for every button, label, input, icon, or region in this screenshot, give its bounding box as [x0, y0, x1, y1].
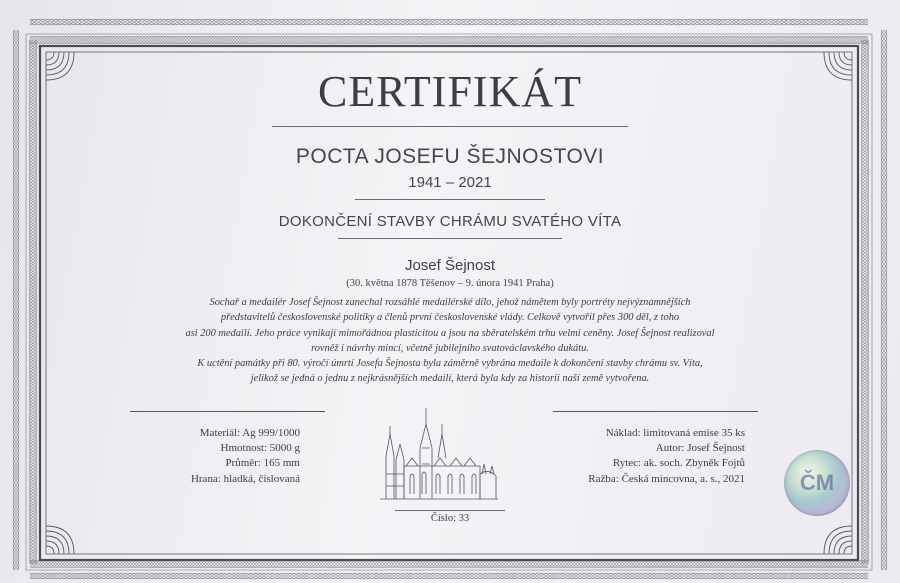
theme-underline — [338, 238, 562, 239]
spec-material: Materiál: Ag 999/1000 — [199, 427, 300, 439]
paragraph-line: představitelů československé politiky a členů první československé vlády. Celkově vytvořil přes 300 děl, z toho — [220, 312, 680, 324]
spec-author: Autor: Josef Šejnost — [655, 442, 745, 455]
title-underline — [272, 126, 628, 127]
certificate-number: Číslo: 33 — [430, 513, 470, 524]
certificate-subtitle: POCTA JOSEFU ŠEJNOSTOVI — [295, 145, 605, 168]
paragraph-line: K uctění památky při 80. výročí úmrtí Josefa Šejnosta byla záměrně vybrána medaile k dokončení stavby chrámu sv. Víta, — [197, 358, 703, 370]
mint-logo-icon: ČM — [799, 470, 835, 495]
specs-right — [555, 426, 745, 487]
certificate-theme: DOKONČENÍ STAVBY CHRÁMU SVATÉHO VÍTA — [278, 213, 622, 230]
spec-weight: Hmotnost: 5000 g — [220, 442, 300, 455]
paragraph-line: jelikož se jedná o jednu z nejkrásnějších medailí, která byla kdy za historii naší země vytvořena. — [250, 373, 650, 385]
spec-engraver: Rytec: ak. soch. Zbyněk Fojtů — [612, 457, 745, 470]
spec-edge: Hrana: hladká, číslovaná — [190, 472, 300, 485]
spec-diameter: Průměr: 165 mm — [225, 457, 300, 470]
certificate-years: 1941 – 2021 — [408, 174, 492, 191]
paragraph-line: rovněž i návrhy mincí, včetně jubilejního svatováclavského dukátu. — [311, 342, 589, 354]
spec-mint: Ražba: Česká mincovna, a. s., 2021 — [588, 472, 745, 485]
biography-paragraph — [110, 295, 790, 387]
signature-line-right — [553, 411, 758, 412]
person-dates: (30. května 1878 Těšenov – 9. února 1941 Praha) — [346, 278, 554, 289]
number-line — [395, 510, 505, 511]
cathedral-illustration — [376, 404, 502, 506]
person-name: Josef Šejnost — [404, 257, 496, 274]
specs-left — [110, 426, 300, 487]
spec-mintage: Náklad: limitovaná emise 35 ks — [605, 427, 745, 439]
years-underline — [355, 199, 545, 200]
certificate-title: CERTIFIKÁT — [317, 67, 582, 116]
paragraph-line: asi 200 medailí. Jeho práce vynikají mimořádnou plasticitou a jsou na sběratelském trhu velmi ceněny. Josef Šejnost realizoval — [185, 327, 715, 339]
signature-line-left — [130, 411, 325, 412]
hologram-seal — [784, 450, 850, 516]
paragraph-line: Sochař a medailér Josef Šejnost zanechal rozsáhlé medailérské dílo, jehož námětem byly portréty nejvýznamnějších — [209, 297, 691, 308]
